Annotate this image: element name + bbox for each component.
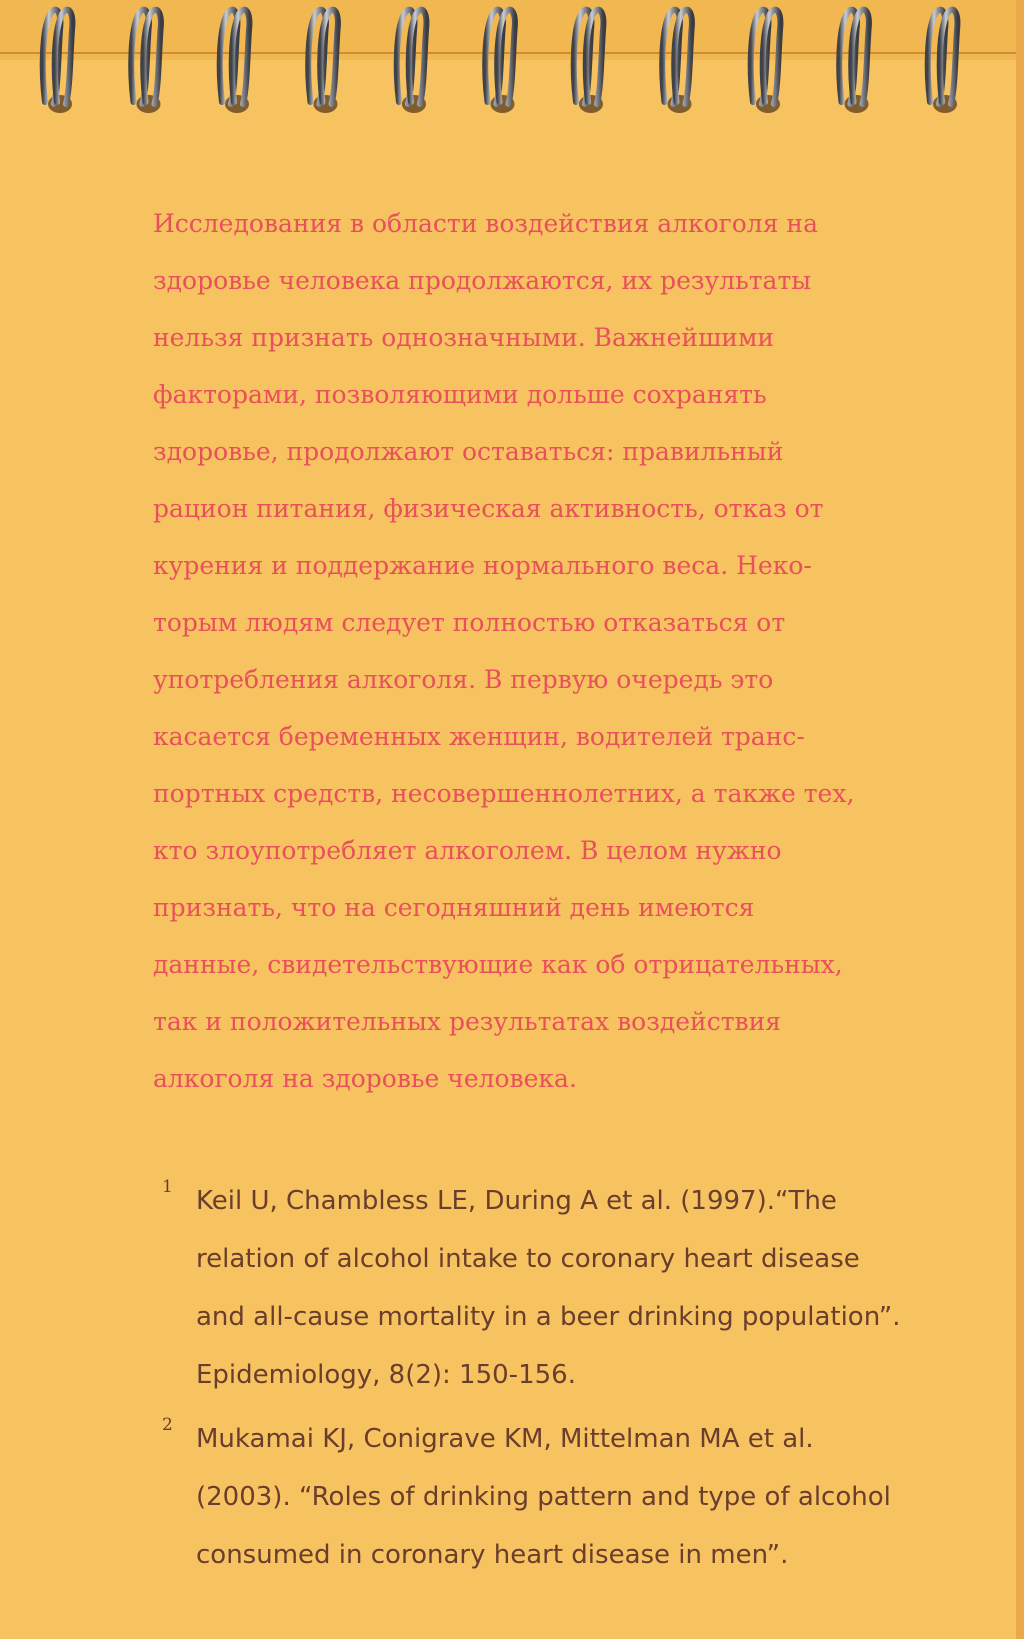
footnote-marker: 1 xyxy=(162,1177,173,1197)
body-line: Исследования в области воздействия алкоголя на xyxy=(153,209,818,238)
page-edge xyxy=(1016,0,1024,1639)
binding-ring xyxy=(662,10,692,113)
binding-ring xyxy=(928,10,958,113)
footnote-marker: 2 xyxy=(162,1415,173,1435)
binding-ring xyxy=(839,10,869,113)
body-line: кто злоупотребляет алкоголем. В целом нужно xyxy=(153,836,782,865)
footnote-line: consumed in coronary heart disease in men”. xyxy=(196,1540,789,1570)
binding-ring xyxy=(485,10,515,113)
footnote-line: (2003). “Roles of drinking pattern and type of alcohol xyxy=(196,1482,891,1512)
body-text xyxy=(153,195,983,1107)
footnote-line: Keil U, Chambless LE, During A et al. (1997).“The xyxy=(196,1186,837,1216)
body-line: здоровье человека продолжаются, их результаты xyxy=(153,266,812,295)
body-line: портных средств, несовершеннолетних, а также тех, xyxy=(153,779,855,808)
binding-ring xyxy=(131,10,161,113)
footnote-line: relation of alcohol intake to coronary heart disease xyxy=(196,1244,860,1274)
binding-ring xyxy=(574,10,604,113)
body-line: так и положительных результатах воздействия xyxy=(153,1007,782,1036)
body-line: рацион питания, физическая активность, отказ от xyxy=(153,494,824,523)
body-line: факторами, позволяющими дольше сохранять xyxy=(153,380,767,409)
body-line: признать, что на сегодняшний день имеются xyxy=(153,893,755,922)
footnote-line: Epidemiology, 8(2): 150-156. xyxy=(196,1360,576,1390)
footnote-2 xyxy=(156,1410,996,1584)
spiral-binding-rings-icon xyxy=(0,0,1024,135)
footnote-line: and all-cause mortality in a beer drinking population”. xyxy=(196,1302,901,1332)
binding-ring xyxy=(220,10,250,113)
binding-ring xyxy=(43,10,73,113)
binding-ring xyxy=(397,10,427,113)
body-line: употребления алкоголя. В первую очередь это xyxy=(153,665,774,694)
binding-ring xyxy=(308,10,338,113)
footnote-line: Mukamai KJ, Conigrave KM, Mittelman MA et al. xyxy=(196,1424,814,1454)
body-line: торым людям следует полностью отказаться от xyxy=(153,608,786,637)
body-line: нельзя признать однозначными. Важнейшими xyxy=(153,323,775,352)
body-line: курения и поддержание нормального веса. Неко- xyxy=(153,551,812,580)
body-line: касается беременных женщин, водителей транс- xyxy=(153,722,805,751)
footnotes xyxy=(156,1172,996,1590)
body-line: здоровье, продолжают оставаться: правильный xyxy=(153,437,784,466)
body-line: алкоголя на здоровье человека. xyxy=(153,1064,577,1093)
footnote-1 xyxy=(156,1172,996,1404)
binding-ring xyxy=(751,10,781,113)
body-line: данные, свидетельствующие как об отрицательных, xyxy=(153,950,843,979)
